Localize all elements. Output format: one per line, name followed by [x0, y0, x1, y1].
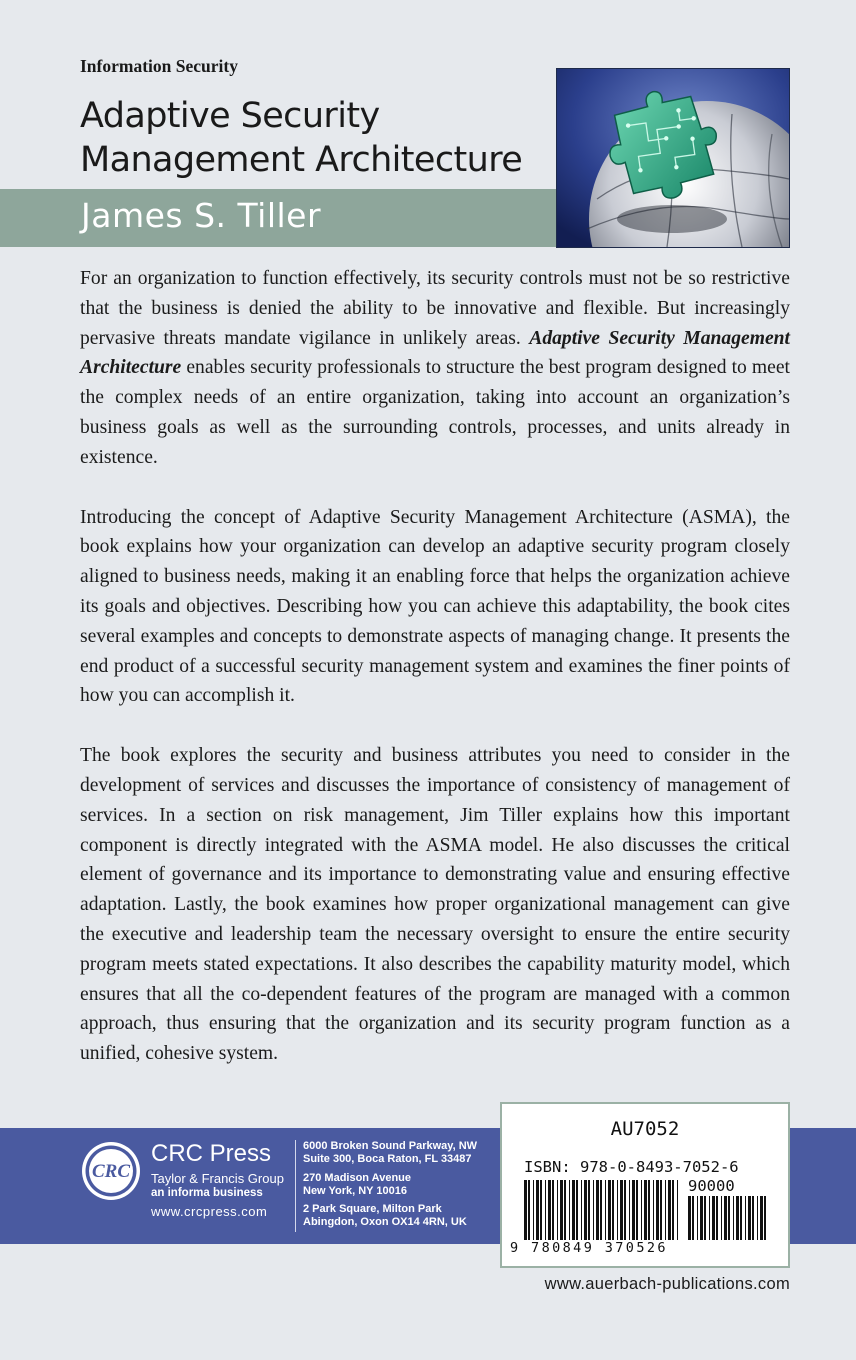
publisher-website: www.crcpress.com [151, 1204, 268, 1219]
barcode-bar [624, 1180, 626, 1240]
barcode-bar [764, 1196, 766, 1240]
barcode-bar [557, 1180, 558, 1240]
barcode-bar [688, 1196, 691, 1240]
paragraph-1 [80, 264, 790, 473]
barcode-bar [536, 1180, 539, 1240]
barcode-bar [672, 1180, 674, 1240]
barcode-bar [752, 1196, 754, 1240]
barcode-bar [600, 1180, 602, 1240]
barcode-bar [584, 1180, 587, 1240]
barcode-bar [629, 1180, 630, 1240]
isbn-barcode [524, 1180, 682, 1240]
address-line: New York, NY 10016 [303, 1185, 407, 1197]
publisher-url: www.auerbach-publications.com [544, 1275, 790, 1293]
barcode-bar [636, 1180, 638, 1240]
paragraph-2: Introducing the concept of Adaptive Security Management Architecture (ASMA), the book explains how your organization can develop an adaptive security program closely aligned to business needs, making it an enabling force that helps the organization achieve its goals and objectives. Describing how you can achieve this adaptability, the book cites several examples and concepts to demonstrate aspects of managing change. It presents the end product of a successful security management system and examines the finer points of how you can accomplish it. [80, 506, 790, 707]
address-boca-raton [303, 1140, 477, 1166]
barcode-bar [641, 1180, 642, 1240]
barcode-bar [572, 1180, 575, 1240]
barcode-bar [560, 1180, 563, 1240]
barcode-bar [736, 1196, 739, 1240]
barcode-bar [697, 1196, 698, 1240]
address-line: Abingdon, Oxon OX14 4RN, UK [303, 1216, 467, 1228]
barcode-bar [581, 1180, 582, 1240]
barcode-bar [528, 1180, 530, 1240]
globe-puzzle-illustration [557, 69, 789, 247]
barcode-bar [721, 1196, 722, 1240]
barcode-bar [656, 1180, 659, 1240]
barcode-bar [740, 1196, 742, 1240]
barcode-bar [632, 1180, 635, 1240]
barcode-bar [576, 1180, 578, 1240]
publisher-name: CRC Press [151, 1140, 272, 1167]
series-label: Information Security [80, 56, 238, 76]
barcode-bar [593, 1180, 594, 1240]
barcode-bar [524, 1180, 527, 1240]
barcode-bar [724, 1196, 727, 1240]
paragraph-1-start: For an organization to function effectively, its security controls must not be so restrictive that the business is denied the ability to be innovative and flexible. But increasingly pervasive threats mandate vigilance in unlikely areas. [80, 268, 790, 349]
barcode-bar [564, 1180, 566, 1240]
barcode-bar [569, 1180, 570, 1240]
barcode-bar [668, 1180, 671, 1240]
book-title-line-2: Management Architecture [80, 140, 523, 180]
barcode-bar [596, 1180, 599, 1240]
barcode-bar [660, 1180, 662, 1240]
barcode-bar [617, 1180, 618, 1240]
crc-logo-icon [80, 1140, 142, 1202]
barcode-bar [704, 1196, 706, 1240]
barcode-bar [648, 1180, 650, 1240]
address-line: 6000 Broken Sound Parkway, NW [303, 1140, 478, 1152]
book-title-emphasis: Adaptive Security Management Architecture [80, 327, 790, 379]
barcode-bar [644, 1180, 647, 1240]
crc-logo-text: CRC [91, 1161, 131, 1182]
publisher-group: Taylor & Francis Group [151, 1171, 284, 1186]
back-cover-description [80, 264, 790, 1099]
barcode-bar [548, 1180, 551, 1240]
barcode-bar [692, 1196, 694, 1240]
barcode-bar [712, 1196, 715, 1240]
book-title-line-1: Adaptive Security [80, 96, 380, 136]
address-line: Suite 300, Boca Raton, FL 33487 [303, 1153, 472, 1165]
product-code: AU7052 [610, 1118, 680, 1140]
barcode-bar [612, 1180, 614, 1240]
address-new-york [303, 1172, 411, 1198]
paragraph-1-end: enables security professionals to structure the best program designed to meet the complex needs of an entire organization, taking into account an organization’s business goals as well as the surrounding controls, processes, and units already in existence. [80, 357, 790, 468]
barcode-bar [620, 1180, 623, 1240]
barcode-bar [733, 1196, 734, 1240]
barcode-digits: 9 780849 370526 [510, 1240, 668, 1256]
barcode-bar [608, 1180, 611, 1240]
barcode-bar [760, 1196, 763, 1240]
barcode-bar [748, 1196, 751, 1240]
barcode-bar [588, 1180, 590, 1240]
cover-image [556, 68, 790, 248]
barcode-bar [745, 1196, 746, 1240]
price-addon-barcode [688, 1196, 768, 1240]
price-code: 90000 [688, 1177, 735, 1195]
barcode-bar [700, 1196, 703, 1240]
publisher-divider [295, 1140, 296, 1232]
barcode-bar [552, 1180, 554, 1240]
isbn-number: ISBN: 978-0-8493-7052-6 [524, 1158, 739, 1176]
barcode-bar [545, 1180, 546, 1240]
barcode-bar [716, 1196, 718, 1240]
address-line: 2 Park Square, Milton Park [303, 1203, 442, 1215]
author-name: James S. Tiller [81, 196, 322, 235]
barcode-bar [709, 1196, 710, 1240]
paragraph-3: The book explores the security and business attributes you need to consider in the development of services and discusses the importance of consistency of management of services. In a section on risk management, Jim Tiller explains how this important component is directly integrated with the ASMA model. He also discusses the critical element of governance and its importance to demonstrating value and ensuring effective adaptation. Lastly, the book examines how proper organizational management can give the executive and leadership team the necessary oversight to ensure the entire security program meets stated expectations. It also describes the capability maturity model, which ensures that all the co-dependent features of the program are managed with a common approach, thus ensuring that the organization and its security program function as a unified, cohesive system. [80, 745, 790, 1065]
barcode-bar [757, 1196, 758, 1240]
barcode-bar [665, 1180, 666, 1240]
barcode-panel [500, 1102, 790, 1268]
barcode-bar [533, 1180, 534, 1240]
barcode-bar [540, 1180, 542, 1240]
barcode-bar [605, 1180, 606, 1240]
barcode-bar [728, 1196, 730, 1240]
barcode-bar [653, 1180, 654, 1240]
address-abingdon [303, 1203, 467, 1229]
barcode-bar [677, 1180, 678, 1240]
address-line: 270 Madison Avenue [303, 1172, 411, 1184]
publisher-informa: an informa business [151, 1187, 263, 1199]
book-title [80, 94, 522, 182]
